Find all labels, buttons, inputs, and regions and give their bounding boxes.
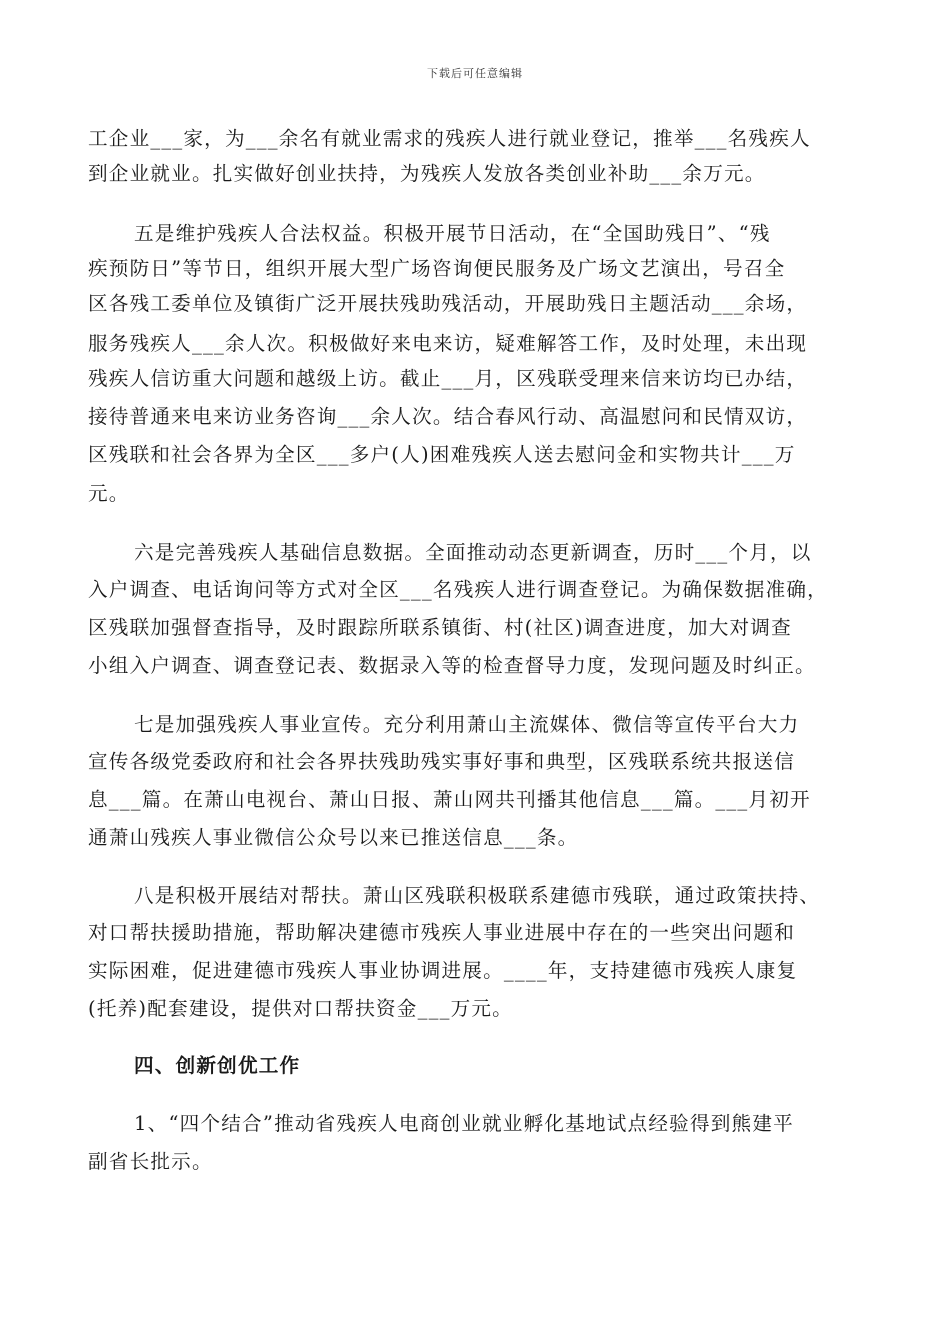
text-line: 区各残工委单位及镇街广泛开展扶残助残活动，开展助残日主题活动___余场， — [88, 292, 808, 315]
text-line: 工企业___家，为___余名有就业需求的残疾人进行就业登记，推举___名残疾人 — [88, 127, 811, 150]
text-line: 副省长批示。 — [88, 1150, 213, 1173]
text-line: 小组入户调查、调查登记表、数据录入等的检查督导力度，发现问题及时纠正。 — [88, 654, 816, 677]
text-line: 对口帮扶援助措施，帮助解决建德市残疾人事业进展中存在的一些突出问题和 — [88, 921, 795, 944]
text-line: 入户调查、电话询问等方式对全区___名残疾人进行调查登记。为确保数据准确， — [88, 578, 828, 601]
text-line: 疾预防日”等节日，组织开展大型广场咨询便民服务及广场文艺演出，号召全 — [88, 257, 786, 280]
text-line: 残疾人信访重大问题和越级上访。截止___月，区残联受理来信来访均已办结， — [88, 367, 808, 390]
text-line: 区残联加强督查指导，及时跟踪所联系镇街、村(社区)调查进度，加大对调查 — [88, 616, 792, 639]
paragraph-7-first-line: 七是加强残疾人事业宣传。充分利用萧山主流媒体、微信等宣传平台大力 — [134, 713, 800, 736]
text-line: 区残联和社会各界为全区___多户(人)困难残疾人送去慰问金和实物共计___万 — [88, 443, 796, 466]
paragraph-8-first-line: 八是积极开展结对帮扶。萧山区残联积极联系建德市残联，通过政策扶持、 — [134, 884, 821, 907]
text-line: 通萧山残疾人事业微信公众号以来已推送信息___条。 — [88, 826, 579, 849]
section-heading: 四、创新创优工作 — [134, 1054, 301, 1077]
text-line: (托养)配套建设，提供对口帮扶资金___万元。 — [88, 997, 513, 1020]
item-1-first-line: 1、“四个结合”推动省残疾人电商创业就业孵化基地试点经验得到熊建平 — [134, 1112, 794, 1135]
text-line: 息___篇。在萧山电视台、萧山日报、萧山网共刊播其他信息___篇。___月初开 — [88, 788, 811, 811]
text-line: 元。 — [88, 482, 130, 505]
text-line: 接待普通来电来访业务咨询___余人次。结合春风行动、高温慰问和民情双访， — [88, 405, 808, 428]
paragraph-6-first-line: 六是完善残疾人基础信息数据。全面推动动态更新调查，历时___个月，以 — [134, 541, 812, 564]
text-line: 服务残疾人___余人次。积极做好来电来访，疑难解答工作，及时处理，未出现 — [88, 332, 808, 355]
page-header: 下载后可任意编辑 — [427, 67, 523, 80]
text-line: 实际困难，促进建德市残疾人事业协调进展。____年，支持建德市残疾人康复 — [88, 959, 798, 982]
text-line: 宣传各级党委政府和社会各界扶残助残实事好事和典型，区残联系统共报送信 — [88, 750, 795, 773]
paragraph-5-first-line: 五是维护残疾人合法权益。积极开展节日活动，在“全国助残日”、“残 — [134, 222, 771, 245]
text-line: 到企业就业。扎实做好创业扶持，为残疾人发放各类创业补助___余万元。 — [88, 162, 766, 185]
